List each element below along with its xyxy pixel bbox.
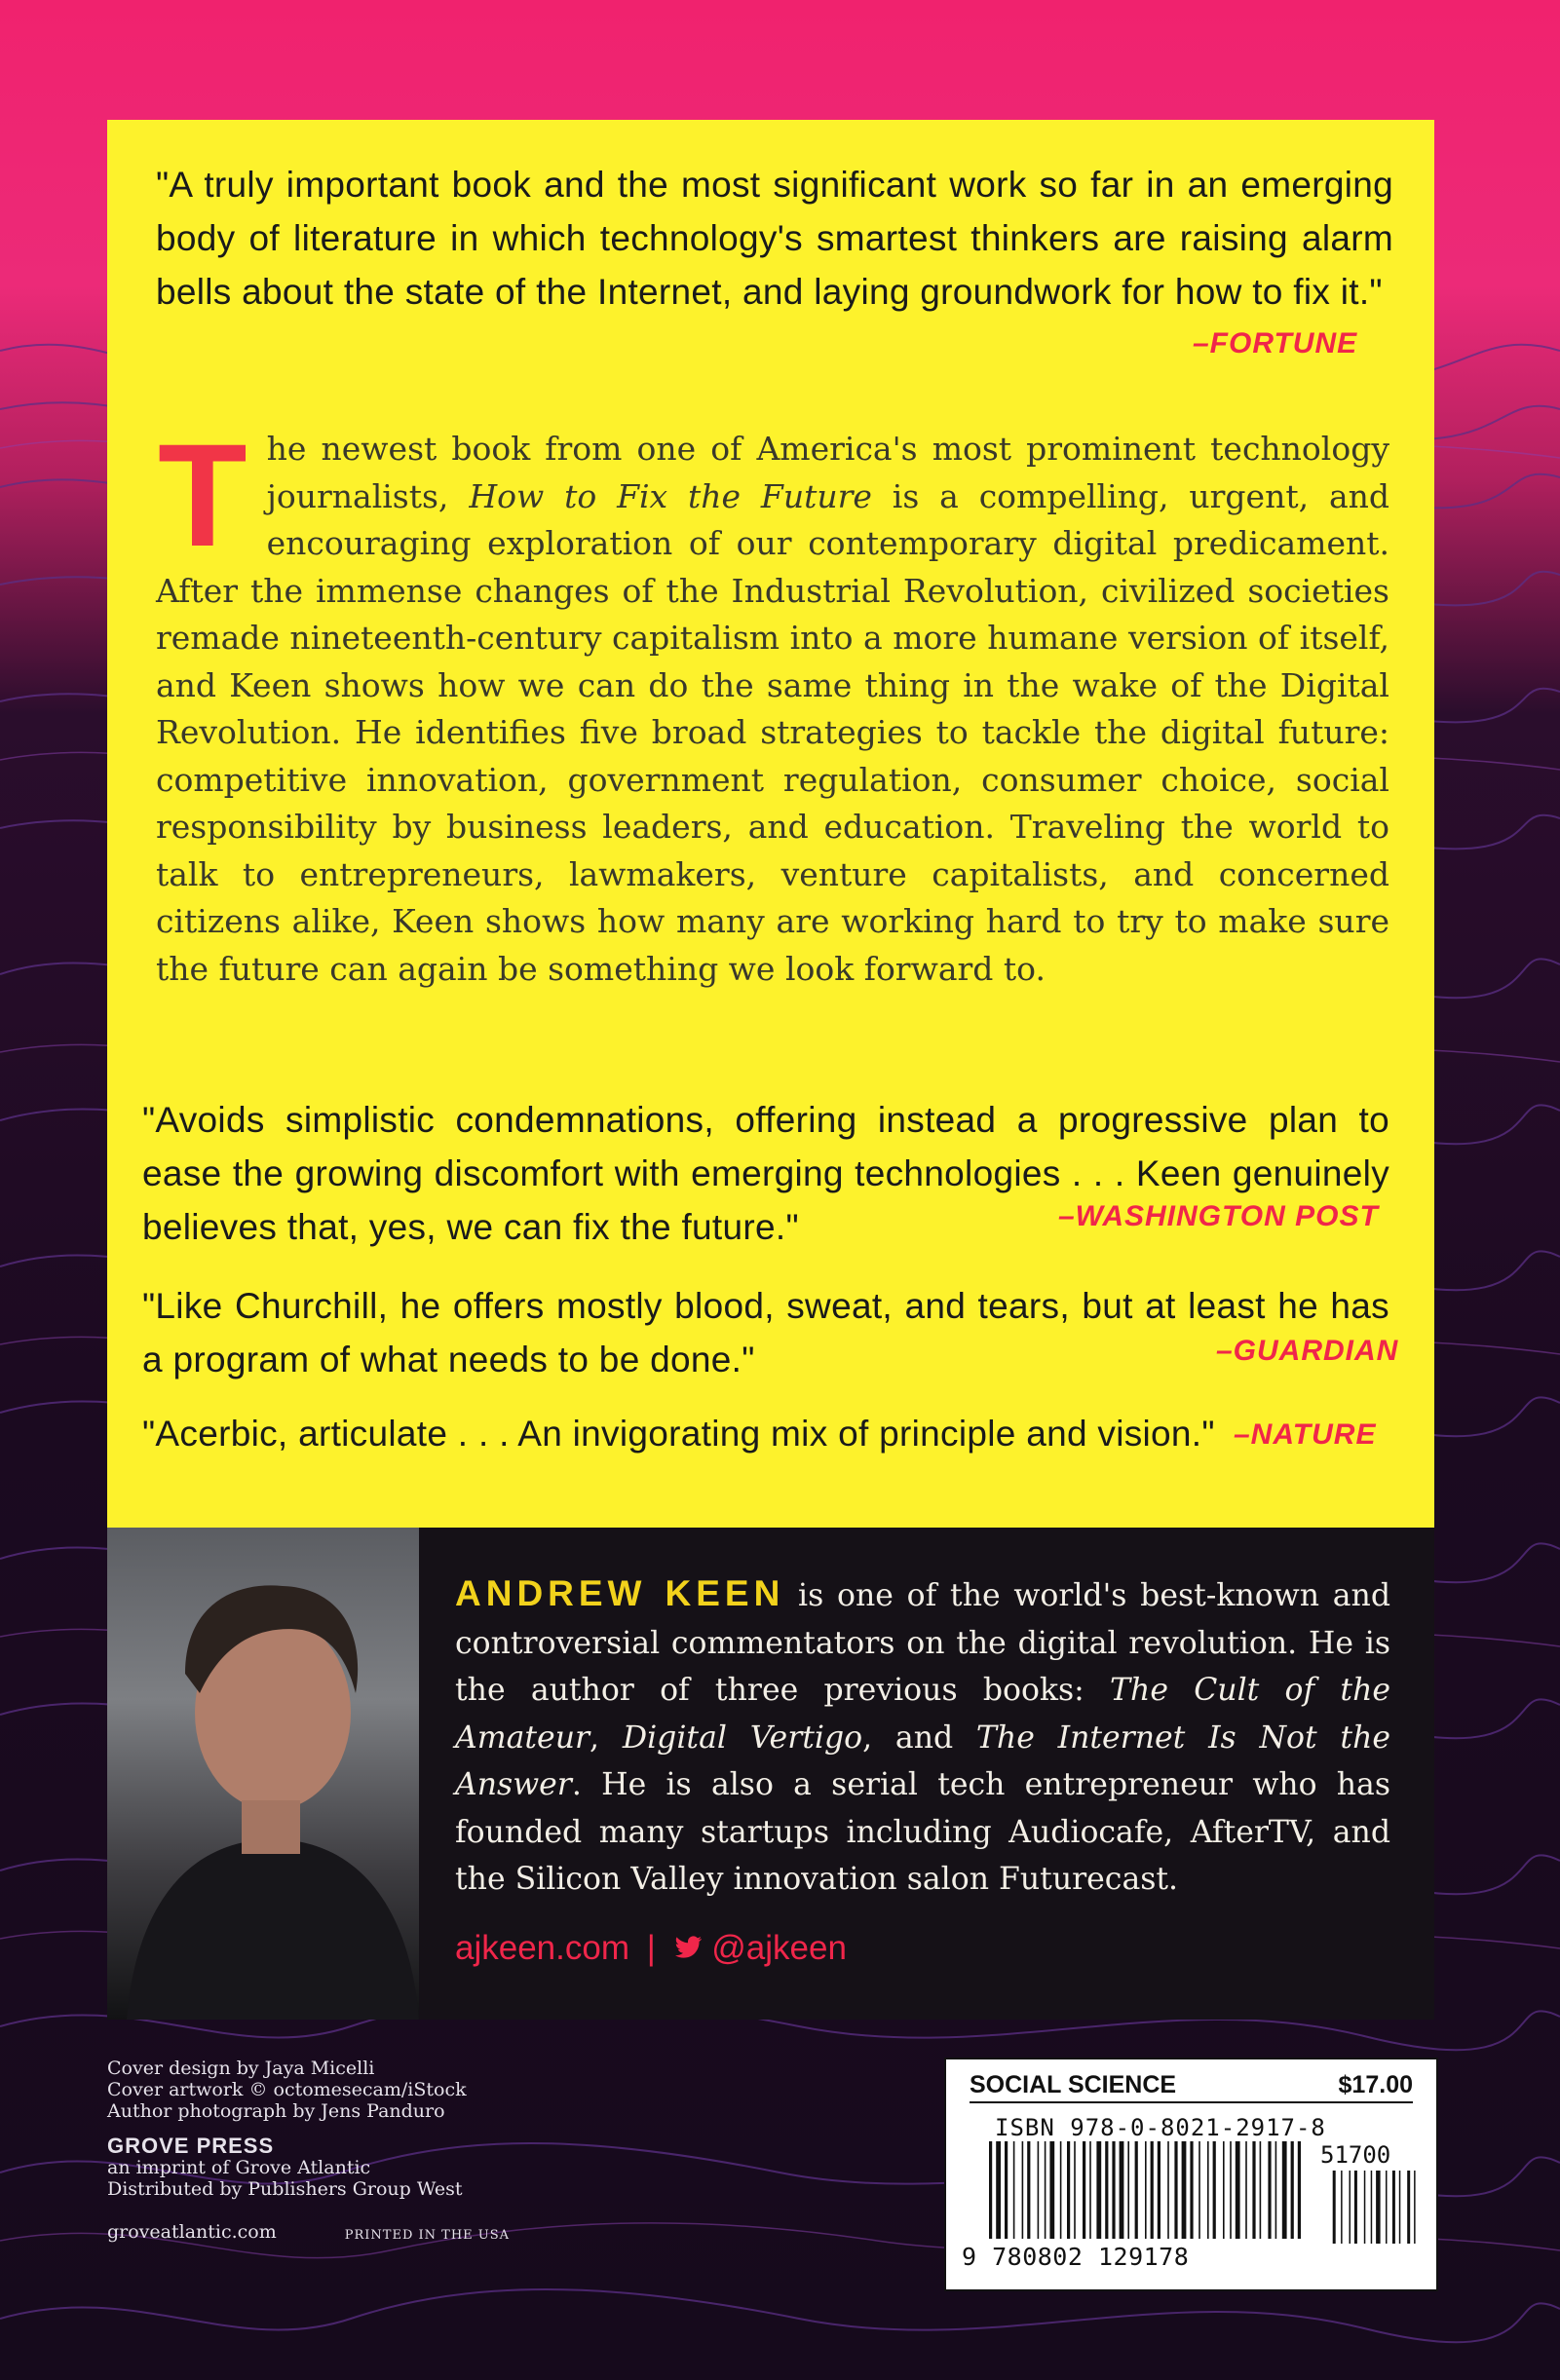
book-internet-is-not-the-answer: The Internet Is Not the Answer xyxy=(455,1719,1391,1802)
publisher-distributor: Distributed by Publishers Group West xyxy=(107,2178,463,2200)
quote-nature-source: –NATURE xyxy=(1234,1418,1377,1451)
quote-nature: "Acerbic, articulate . . . An invigorating mix of principle and vision." xyxy=(142,1414,1215,1454)
author-name: ANDREW KEEN xyxy=(455,1573,785,1613)
dropcap: T xyxy=(158,413,247,577)
quote-fortune-source: –FORTUNE xyxy=(1193,327,1358,359)
twitter-icon xyxy=(673,1931,703,1970)
book-description xyxy=(156,413,1389,993)
author-bio xyxy=(455,1570,1390,1904)
price: $17.00 xyxy=(1338,2071,1413,2098)
barcode-box xyxy=(944,2058,1438,2291)
quote-fortune: "A truly important book and the most significant work so far in an emerging body of literature in which technology's smartest thinkers are raising alarm bells about the state of the Internet, and laying groundwork for how to fix it." xyxy=(156,165,1393,312)
bio-part-1: is one of the world's best-known and controversial commentators on the digital revolution. He is the author of three previous books: xyxy=(455,1578,1391,1708)
bio-sep-2: , and xyxy=(862,1719,976,1756)
description-lead: he newest book from one of America's most prominent technology journalists, xyxy=(266,430,1389,515)
credit-design: Cover design by Jaya Micelli xyxy=(107,2058,375,2079)
credit-artwork: Cover artwork © octomesecam/iStock xyxy=(107,2079,467,2100)
subject-category: SOCIAL SCIENCE xyxy=(970,2071,1177,2098)
book-digital-vertigo: Digital Vertigo xyxy=(622,1719,863,1756)
price-code: 51700 xyxy=(1320,2141,1391,2169)
publisher-name: GROVE PRESS xyxy=(107,2134,275,2158)
barcode-bars xyxy=(989,2141,1418,2248)
isbn-number: ISBN 978-0-8021-2917-8 xyxy=(995,2114,1326,2141)
printed-in: PRINTED IN THE USA xyxy=(344,2228,511,2243)
quote-washington-post: "Avoids simplistic condemnations, offering instead a progressive plan to ease the growing discomfort with emerging technologies . . . Keen genuinely believes that, yes, we can fix the future." xyxy=(142,1100,1389,1247)
author-website[interactable]: ajkeen.com xyxy=(455,1929,629,1967)
quote-guardian: "Like Churchill, he offers mostly blood, sweat, and tears, but at least he has a program of what needs to be done." xyxy=(142,1286,1389,1379)
author-photo xyxy=(107,1528,419,2020)
book-cult-of-the-amateur: The Cult of the Amateur xyxy=(455,1673,1390,1756)
credits xyxy=(107,2058,653,2247)
publisher-website[interactable]: groveatlantic.com xyxy=(107,2221,277,2243)
barcode-header xyxy=(970,2071,1413,2103)
quote-washington-post-source: –WASHINGTON POST xyxy=(1058,1200,1379,1232)
bio-part-2: . He is also a serial tech entrepreneur who has founded many startups including Audiocafe, AfterTV, and the Silicon Valley innovation salon Futurecast. xyxy=(455,1767,1390,1897)
description-rest: is a compelling, urgent, and encouraging exploration of our contemporary digital predicament. After the immense changes of the Industrial Revolution, civilized societies remade nineteenth-century capitalism into a more humane version of itself, and Keen shows how we can do the same thing in the wake of the Digital Revolution. He identifies five broad strategies to tackle the digital future: competitive innovation, government regulation, consumer choice, social responsibility by business leaders, and education. Traveling the world to talk to entrepreneurs, lawmakers, venture capitalists, and concerned citizens alike, Keen shows how many are working hard to try to make sure the future can again be something we look forward to. xyxy=(156,476,1389,988)
author-links xyxy=(455,1929,847,1970)
barcode-digits: 9 780802 129178 xyxy=(962,2243,1190,2271)
bio-sep-1: , xyxy=(590,1719,623,1756)
book-title: How to Fix the Future xyxy=(469,476,872,515)
credit-photo: Author photograph by Jens Panduro xyxy=(107,2100,445,2122)
quote-guardian-source: –GUARDIAN xyxy=(1216,1335,1399,1367)
publisher-imprint: an imprint of Grove Atlantic xyxy=(107,2157,371,2178)
author-twitter[interactable]: @ajkeen xyxy=(711,1929,847,1967)
link-divider: | xyxy=(646,1929,656,1967)
